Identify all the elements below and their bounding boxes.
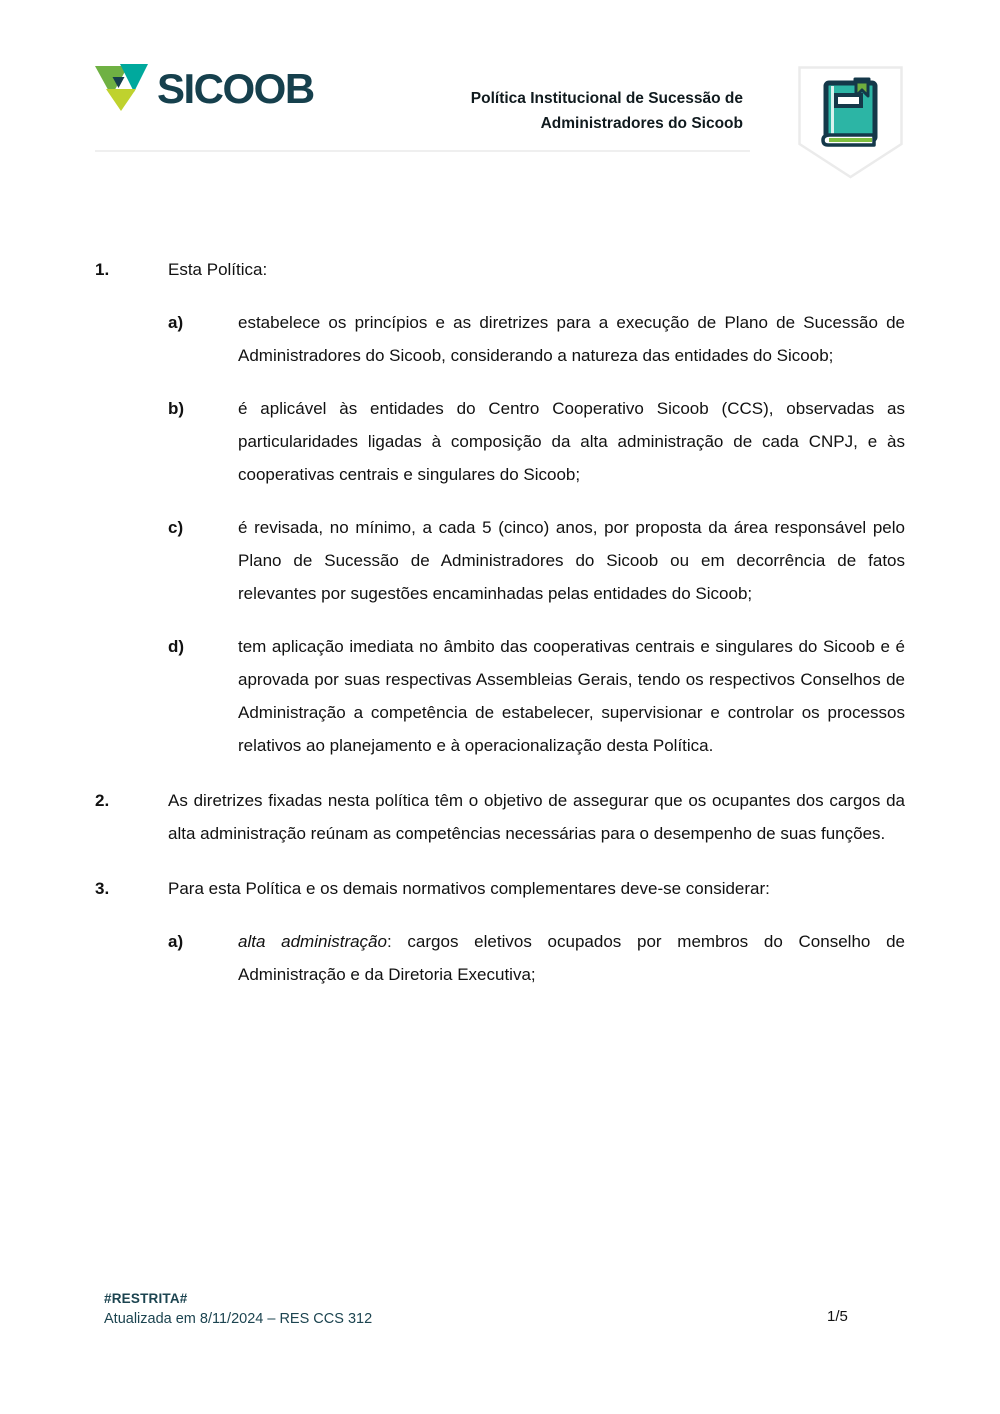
section-text: Para esta Política e os demais normativos complementares deve-se considerar: <box>168 879 770 898</box>
section-number: 1. <box>95 260 110 279</box>
subitem-letter: a) <box>168 932 184 951</box>
classification-label: #RESTRITA# <box>104 1291 188 1306</box>
section-text: As diretrizes fixadas nesta política têm o objetivo de assegurar que os ocupantes dos cargos da alta administração reúnam as competências necessárias para o desempenho de suas funções. <box>168 791 905 843</box>
subitem-text: é aplicável às entidades do Centro Cooperativo Sicoob (CCS), observadas as particularidades ligadas à composição da alta administração de cada CNPJ, e às cooperativas centrais e singulares do Sicoob; <box>238 399 905 484</box>
defined-term: alta administração <box>238 932 387 951</box>
subitem-text <box>238 925 905 991</box>
header-divider <box>95 150 750 152</box>
subitem-1c <box>168 511 905 610</box>
section-body <box>168 872 905 991</box>
section-3 <box>95 872 905 991</box>
document-content <box>95 253 905 1013</box>
section-2 <box>95 784 905 850</box>
subitem-text: é revisada, no mínimo, a cada 5 (cinco) anos, por proposta da área responsável pelo Plano de Sucessão de Administradores do Sicoob ou em decorrência de fatos relevantes por sugestões encaminhadas pelas entidades do Sicoob; <box>238 518 905 603</box>
subitem-3a <box>168 925 905 991</box>
document-title-line-2: Administradores do Sicoob <box>540 115 743 132</box>
document-title-line-1: Política Institucional de Sucessão de <box>470 90 743 107</box>
policy-badge <box>798 66 903 180</box>
subitem-letter: a) <box>168 313 184 332</box>
subitem-text: tem aplicação imediata no âmbito das cooperativas centrais e singulares do Sicoob e é aprovada por suas respectivas Assembleias Gerais, tendo os respectivos Conselhos de Administração a competência de estabelecer, supervisionar e controlar os processos relativos ao planejamento e à operacionalização desta Política. <box>238 637 905 755</box>
section-text: Esta Política: <box>168 260 268 279</box>
subitem-1b <box>168 392 905 491</box>
subitem-letter: b) <box>168 399 185 418</box>
section-number: 3. <box>95 879 110 898</box>
term-definition: : cargos eletivos ocupados por membros do Conselho de Administração e da Diretoria Executiva; <box>238 932 905 984</box>
update-info: Atualizada em 8/11/2024 – RES CCS 312 <box>104 1311 373 1327</box>
sicoob-logo-mark-icon <box>95 62 148 116</box>
section-1 <box>95 253 905 762</box>
book-icon <box>798 66 903 180</box>
page-number: 1/5 <box>827 1308 848 1325</box>
sicoob-wordmark: SICOOB <box>157 65 314 112</box>
subitem-1a <box>168 306 905 372</box>
subitem-text: estabelece os princípios e as diretrizes para a execução de Plano de Sucessão de Administradores do Sicoob, considerando a natureza das entidades do Sicoob; <box>238 313 905 365</box>
section-body <box>168 253 905 762</box>
section-number: 2. <box>95 791 110 810</box>
subitem-letter: c) <box>168 518 184 537</box>
subitem-letter: d) <box>168 637 185 656</box>
sicoob-logo <box>95 62 314 116</box>
document-title <box>413 86 743 136</box>
subitem-1d <box>168 630 905 762</box>
